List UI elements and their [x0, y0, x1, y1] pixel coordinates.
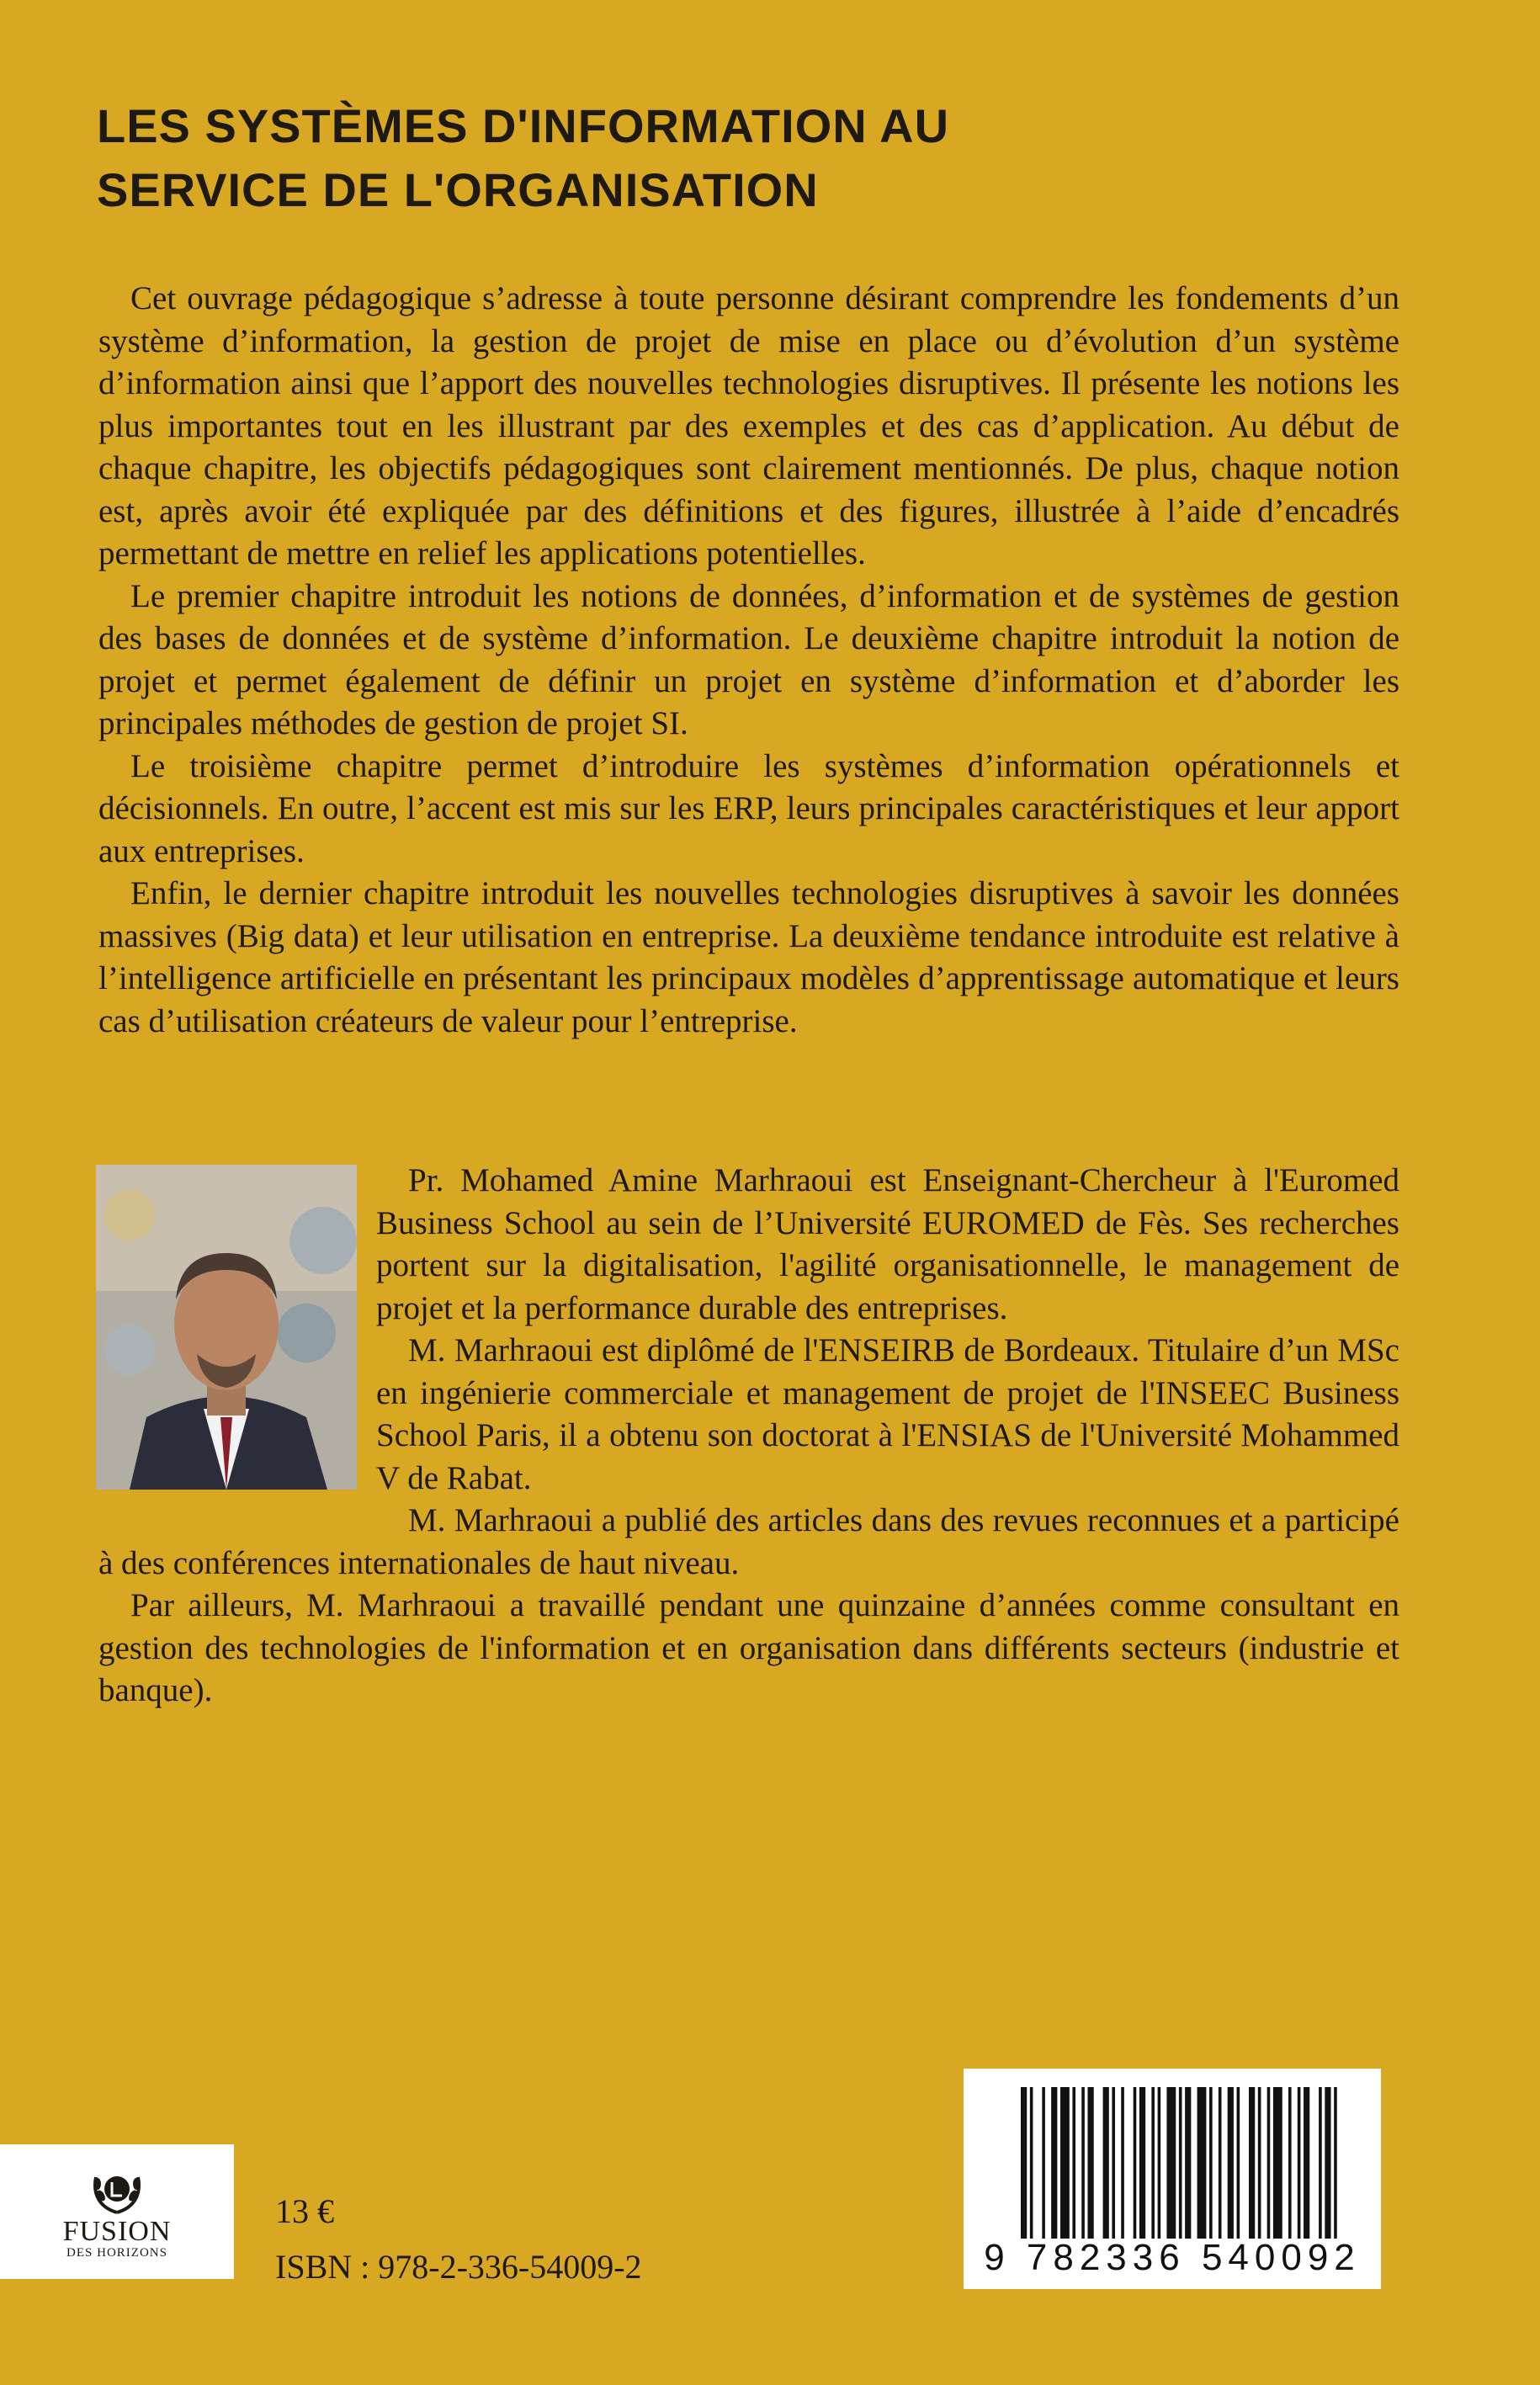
barcode-bar	[1021, 2087, 1027, 2239]
photo-spacer	[98, 1160, 376, 1538]
book-summary	[98, 278, 1399, 1043]
barcode-bar	[1072, 2087, 1075, 2239]
barcode-bar	[1081, 2087, 1085, 2239]
barcode-bar	[1258, 2087, 1261, 2239]
summary-paragraph-4: Enfin, le dernier chapitre introduit les nouvelles technologies disruptives à savoir les données massives (Big data) et leur utilisation en entreprise. La deuxième tendance introduite est relative à l’intelligence artificielle en présentant les principaux modèles d’apprentissage automatique et leurs cas d’utilisation créateurs de valeur pour l’entreprise.	[98, 875, 1399, 1039]
barcode-bar	[1087, 2087, 1093, 2239]
barcode-bar	[1166, 2087, 1176, 2239]
book-title-line-2: SERVICE DE L'ORGANISATION	[97, 163, 819, 216]
barcode-bar	[1267, 2087, 1271, 2239]
barcode-bar	[1209, 2087, 1213, 2239]
barcode-bar	[1051, 2087, 1057, 2239]
barcode-bars	[1021, 2087, 1343, 2239]
barcode-bar	[1103, 2087, 1109, 2239]
summary-paragraph-3: Le troisième chapitre permet d’introduire les systèmes d’information opérationnels et décisionnels. En outre, l’accent est mis sur les ERP, leurs principales caractéristiques et leur apport aux entreprises.	[98, 747, 1399, 869]
bio-paragraph-1: Pr. Mohamed Amine Marhraoui est Enseignant-Chercheur à l'Euromed Business School au sein de l’Université EUROMED de Fès. Ses recherches portent sur la digitalisation, l'agilité organisationnelle, le management de projet et la performance durable des entreprises.	[376, 1162, 1399, 1326]
barcode-bar	[1121, 2087, 1124, 2239]
bio-paragraph-3: M. Marhraoui a publié des articles dans des revues reconnues et a participé à des conférences internationales de haut niveau.	[98, 1502, 1399, 1581]
summary-paragraph-1: Cet ouvrage pédagogique s’adresse à toute personne désirant comprendre les fondements d’un système d’information, la gestion de projet de mise en place ou d’évolution d’un système d’information ainsi que l’apport des nouvelles technologies disruptives. Il présente les notions les plus importantes tout en les illustrant par des exemples et des cas d’application. Au début de chaque chapitre, les objectifs pédagogiques sont clairement mentionnés. De plus, chaque notion est, après avoir été expliquée par des définitions et des figures, illustrée à l’aide d’encadrés permettant de mettre en relief les applications potentielles.	[98, 280, 1399, 571]
author-bio	[98, 1160, 1399, 1713]
barcode-bar	[1139, 2087, 1145, 2239]
summary-paragraph-2: Le premier chapitre introduit les notions de données, d’information et de systèmes de gestion des bases de données et de système d’information. Le deuxième chapitre introduit la notion de projet et permet également de définir un projet en système d’information et d’aborder les principales méthodes de gestion de projet SI.	[98, 577, 1399, 741]
barcode-bar	[1298, 2087, 1301, 2239]
barcode	[964, 2069, 1381, 2289]
barcode-bar	[1219, 2087, 1222, 2239]
isbn: ISBN : 978-2-336-54009-2	[275, 2248, 642, 2286]
barcode-bar	[1228, 2087, 1234, 2239]
bio-paragraph-2: M. Marhraoui est diplômé de l'ENSEIRB de Bordeaux. Titulaire d’un MSc en ingénierie commerciale et management de projet de l'INSEEC Business School Paris, il a obtenu son doctorat à l'ENSIAS de l'Université Mohammed V de Rabat.	[376, 1332, 1399, 1496]
barcode-bar	[1334, 2087, 1337, 2239]
price: 13 €	[275, 2192, 334, 2230]
bio-paragraph-4: Par ailleurs, M. Marhraoui a travaillé pendant une quinzaine d’années comme consultant en gestion des technologies de l'information et en organisation dans différents secteurs (industrie et banque).	[98, 1587, 1399, 1708]
barcode-bar	[1325, 2087, 1330, 2239]
barcode-bar	[1158, 2087, 1161, 2239]
barcode-bar	[1249, 2087, 1255, 2239]
barcode-bar	[1304, 2087, 1309, 2239]
barcode-bar	[1319, 2087, 1322, 2239]
barcode-digits: 9 782336 540092	[984, 2237, 1361, 2278]
barcode-bar	[1288, 2087, 1292, 2239]
barcode-bar	[1134, 2087, 1137, 2239]
barcode-bar	[1060, 2087, 1070, 2239]
barcode-bar	[1030, 2087, 1033, 2239]
book-title-line-1: LES SYSTÈMES D'INFORMATION AU	[97, 99, 950, 152]
barcode-bar	[1179, 2087, 1182, 2239]
publisher-logo	[0, 2144, 234, 2279]
barcode-bar	[1197, 2087, 1207, 2239]
publisher-name: FUSION	[62, 2215, 172, 2247]
barcode-bar	[1273, 2087, 1282, 2239]
barcode-bar	[1042, 2087, 1045, 2239]
barcode-bar	[1112, 2087, 1115, 2239]
barcode-bar	[1185, 2087, 1191, 2239]
laurel-emblem-icon	[88, 2164, 146, 2216]
barcode-bar	[1237, 2087, 1240, 2239]
publisher-subname: DES HORIZONS	[66, 2245, 167, 2260]
book-title	[97, 94, 1191, 222]
barcode-bar	[1151, 2087, 1155, 2239]
